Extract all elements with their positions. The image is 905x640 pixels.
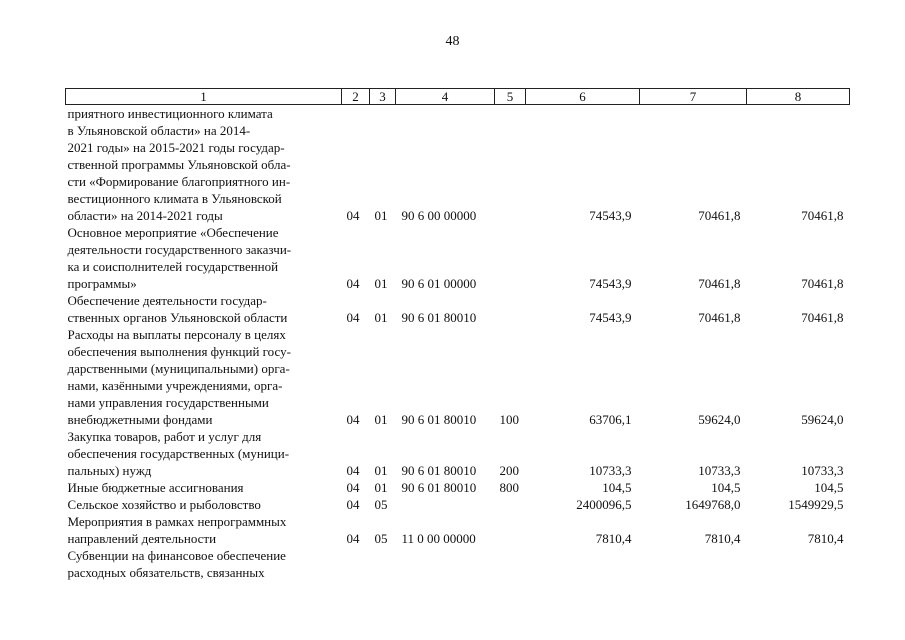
amount-col-7 xyxy=(640,547,747,581)
target-article-code xyxy=(396,547,495,581)
subsection-code: 05 xyxy=(374,531,388,546)
section-code: 04 xyxy=(346,412,360,427)
description-line: Субвенции на финансовое обеспечение xyxy=(67,548,286,563)
amount-col-7: 1649768,0 xyxy=(685,497,741,512)
amount-col-6: 63706,1 xyxy=(589,412,632,427)
amount-col-8 xyxy=(747,547,850,581)
description-line: нами, казёнными учреждениями, орга- xyxy=(67,378,283,393)
description-line: программы» xyxy=(67,276,137,291)
expense-type-code xyxy=(495,224,526,292)
description-line: нами управления государственными xyxy=(67,395,269,410)
table-row xyxy=(66,292,850,326)
amount-col-7: 70461,8 xyxy=(698,276,741,291)
target-article-code: 11 0 00 00000 xyxy=(401,531,476,546)
description-line: дарственными (муниципальными) орга- xyxy=(67,361,290,376)
row-description xyxy=(66,105,342,225)
description-line: направлений деятельности xyxy=(67,531,217,546)
expense-type-code xyxy=(495,513,526,547)
subsection-code: 01 xyxy=(374,463,388,478)
table-row xyxy=(66,547,850,581)
expense-type-code xyxy=(495,547,526,581)
description-line: пальных) нужд xyxy=(67,463,152,478)
description-line: 2021 годы» на 2015-2021 годы государ- xyxy=(67,140,285,155)
section-code: 04 xyxy=(346,208,360,223)
amount-col-6: 104,5 xyxy=(602,480,632,495)
description-line: сти «Формирование благоприятного ин- xyxy=(67,174,291,189)
amount-col-7: 7810,4 xyxy=(704,531,741,546)
description-line: приятного инвестиционного климата xyxy=(67,106,273,121)
column-header: 2 xyxy=(342,89,370,105)
row-description xyxy=(66,326,342,428)
expense-type-code xyxy=(495,292,526,326)
subsection-code: 01 xyxy=(374,208,388,223)
description-line: Мероприятия в рамках непрограммных xyxy=(67,514,287,529)
amount-col-8: 70461,8 xyxy=(801,276,844,291)
amount-col-8: 7810,4 xyxy=(807,531,844,546)
amount-col-7: 10733,3 xyxy=(698,463,741,478)
description-line: Расходы на выплаты персоналу в целях xyxy=(67,327,286,342)
row-description xyxy=(66,224,342,292)
table-row xyxy=(66,479,850,496)
subsection-code: 01 xyxy=(374,276,388,291)
expense-type-code: 200 xyxy=(499,463,519,478)
column-header: 3 xyxy=(370,89,396,105)
amount-col-7: 59624,0 xyxy=(698,412,741,427)
section-code: 04 xyxy=(346,463,360,478)
amount-col-6: 2400096,5 xyxy=(576,497,632,512)
target-article-code xyxy=(396,496,495,513)
description-line: области» на 2014-2021 годы xyxy=(67,208,223,223)
row-description xyxy=(66,496,342,513)
table-row xyxy=(66,224,850,292)
description-line: деятельности государственного заказчи- xyxy=(67,242,292,257)
column-header: 8 xyxy=(747,89,850,105)
target-article-code: 90 6 00 00000 xyxy=(401,208,477,223)
amount-col-6 xyxy=(526,547,640,581)
page-number: 48 xyxy=(445,34,460,49)
row-description xyxy=(66,479,342,496)
amount-col-8: 70461,8 xyxy=(801,208,844,223)
column-header: 7 xyxy=(640,89,747,105)
amount-col-6: 10733,3 xyxy=(589,463,632,478)
description-line: обеспечения выполнения функций госу- xyxy=(67,344,291,359)
subsection-code: 01 xyxy=(374,412,388,427)
amount-col-6: 74543,9 xyxy=(589,310,632,325)
description-line: Сельское хозяйство и рыболовство xyxy=(67,497,261,512)
target-article-code: 90 6 01 80010 xyxy=(401,310,477,325)
table-row xyxy=(66,105,850,225)
subsection-code xyxy=(370,547,396,581)
target-article-code: 90 6 01 00000 xyxy=(401,276,477,291)
table-header-row xyxy=(66,89,850,105)
row-description xyxy=(66,428,342,479)
table-body xyxy=(66,105,850,582)
target-article-code: 90 6 01 80010 xyxy=(401,463,477,478)
description-line: вестиционного климата в Ульяновской xyxy=(67,191,282,206)
subsection-code: 01 xyxy=(374,480,388,495)
row-description xyxy=(66,547,342,581)
description-line: ственных органов Ульяновской области xyxy=(67,310,288,325)
section-code: 04 xyxy=(346,531,360,546)
column-header: 1 xyxy=(66,89,342,105)
amount-col-8: 70461,8 xyxy=(801,310,844,325)
description-line: Иные бюджетные ассигнования xyxy=(67,480,244,495)
section-code: 04 xyxy=(346,276,360,291)
description-line: ственной программы Ульяновской обла- xyxy=(67,157,291,172)
row-description xyxy=(66,292,342,326)
table-row xyxy=(66,513,850,547)
amount-col-8: 104,5 xyxy=(814,480,844,495)
column-header: 4 xyxy=(396,89,495,105)
section-code xyxy=(342,547,370,581)
section-code: 04 xyxy=(346,310,360,325)
amount-col-7: 70461,8 xyxy=(698,208,741,223)
description-line: Закупка товаров, работ и услуг для xyxy=(67,429,262,444)
description-line: Основное мероприятие «Обеспечение xyxy=(67,225,279,240)
amount-col-6: 74543,9 xyxy=(589,276,632,291)
amount-col-7: 104,5 xyxy=(711,480,741,495)
section-code: 04 xyxy=(346,480,360,495)
target-article-code: 90 6 01 80010 xyxy=(401,412,477,427)
description-line: внебюджетными фондами xyxy=(67,412,213,427)
description-line: в Ульяновской области» на 2014- xyxy=(67,123,251,138)
section-code: 04 xyxy=(346,497,360,512)
amount-col-8: 10733,3 xyxy=(801,463,844,478)
description-line: Обеспечение деятельности государ- xyxy=(67,293,267,308)
table-row xyxy=(66,326,850,428)
amount-col-8: 1549929,5 xyxy=(788,497,844,512)
description-line: обеспечения государственных (муници- xyxy=(67,446,290,461)
amount-col-6: 7810,4 xyxy=(595,531,632,546)
expense-type-code: 800 xyxy=(499,480,519,495)
expense-type-code: 100 xyxy=(499,412,519,427)
column-header: 6 xyxy=(526,89,640,105)
amount-col-7: 70461,8 xyxy=(698,310,741,325)
subsection-code: 05 xyxy=(374,497,388,512)
column-header: 5 xyxy=(495,89,526,105)
description-line: расходных обязательств, связанных xyxy=(67,565,265,580)
subsection-code: 01 xyxy=(374,310,388,325)
expense-type-code xyxy=(495,496,526,513)
table-row xyxy=(66,496,850,513)
expense-type-code xyxy=(495,105,526,225)
target-article-code: 90 6 01 80010 xyxy=(401,480,477,495)
description-line: ка и соисполнителей государственной xyxy=(67,259,279,274)
table-row xyxy=(66,428,850,479)
budget-table xyxy=(65,88,850,581)
amount-col-8: 59624,0 xyxy=(801,412,844,427)
amount-col-6: 74543,9 xyxy=(589,208,632,223)
row-description xyxy=(66,513,342,547)
